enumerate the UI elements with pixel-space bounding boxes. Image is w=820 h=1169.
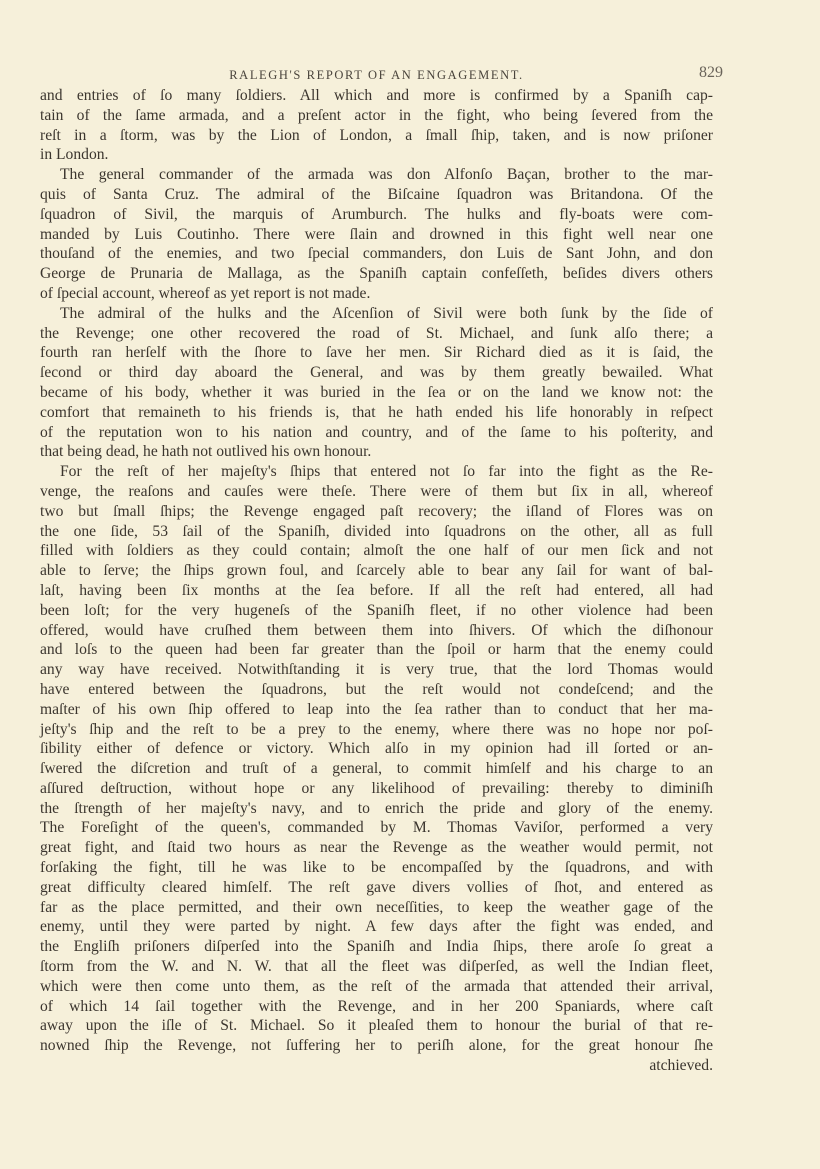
text-line: quis of Santa Cruz. The admiral of the Biſcaine ſquadron was Britandona. Of the — [40, 185, 713, 203]
page-number: 829 — [699, 64, 723, 81]
text-line: of ſpecial account, whereof as yet report is not made. — [40, 284, 371, 302]
text-line: and loſs to the queen had been far greater than the ſpoil or harm that the enemy could — [40, 641, 713, 659]
text-line: nowned ſhip the Revenge, not ſuffering her to periſh alone, for the great honour ſhe — [40, 1037, 713, 1055]
text-line: great difficulty cleared himſelf. The reſt gave divers vollies of ſhot, and entered as — [40, 878, 713, 896]
text-line: great fight, and ſtaid two hours as near the Revenge as the weather would permit, not — [40, 839, 713, 857]
text-line: two but ſmall ſhips; the Revenge engaged paſt recovery; the iſland of Flores was on — [40, 502, 713, 520]
text-line: jeſty's ſhip and the reſt to be a prey to the enemy, where there was no hope nor poſ- — [40, 720, 713, 738]
text-line: venge, the reaſons and cauſes were theſe. There were of them but ſix in all, whereof — [40, 482, 713, 500]
text-line: maſter of his own ſhip offered to leap into the ſea rather than to conduct that her ma- — [40, 700, 713, 718]
text-line: The admiral of the hulks and the Aſcenſion of Sivil were both ſunk by the ſide of — [60, 304, 713, 322]
text-line: been loſt; for the very hugeneſs of the Spaniſh fleet, if no other violence had been — [40, 601, 713, 619]
text-line: comfort that remaineth to his friends is, that he hath ended his life honorably in reſpect — [40, 403, 713, 421]
text-line: forſaking the fight, till he was like to be encompaſſed by the ſquadrons, and with — [40, 859, 713, 877]
text-line: of which 14 ſail together with the Revenge, and in her 200 Spaniards, where caſt — [40, 997, 713, 1015]
text-line: fourth ran herſelf with the ſhore to ſave her men. Sir Richard died as it is ſaid, the — [40, 344, 713, 362]
text-line: ſquadron of Sivil, the marquis of Arumburch. The hulks and fly-boats were com- — [40, 205, 713, 223]
text-line: reſt in a ſtorm, was by the Lion of London, a ſmall ſhip, taken, and is now priſoner — [40, 126, 713, 144]
text-line: the ſtrength of her majeſty's navy, and to enrich the pride and glory of the enemy. — [40, 799, 713, 817]
text-line: able to ſerve; the ſhips grown foul, and ſcarcely able to bear any ſail for want of bal- — [40, 562, 713, 580]
text-line: which were then come unto them, as the reſt of the armada that attended their arrival, — [40, 977, 713, 995]
text-line: George de Prunaria de Mallaga, as the Spaniſh captain confeſſeth, beſides divers others — [40, 265, 713, 283]
text-line: manded by Luis Coutinho. There were ſlain and drowned in this fight well near one — [40, 225, 713, 243]
text-line: became of his body, whether it was buried in the ſea or on the land we know not: the — [40, 383, 713, 401]
text-line: For the reſt of her majeſty's ſhips that entered not ſo far into the fight as the Re- — [60, 463, 713, 481]
text-line: aſſured deſtruction, without hope or any likelihood of prevailing: thereby to diminiſh — [40, 779, 713, 797]
running-title: RALEGH'S REPORT OF AN ENGAGEMENT. — [229, 68, 524, 82]
text-line: have entered between the ſquadrons, but the reſt would not condeſcend; and the — [40, 680, 713, 698]
text-line: away upon the iſle of St. Michael. So it pleaſed them to honour the burial of that re- — [40, 1017, 713, 1035]
text-line: ſtorm from the W. and N. W. that all the fleet was diſperſed, as well the Indian fleet, — [40, 958, 713, 976]
text-line: filled with ſoldiers as they could contain; almoſt the one half of our men ſick and not — [40, 542, 713, 560]
text-line: of the reputation won to his nation and country, and of the ſame to his poſterity, and — [40, 423, 713, 441]
body-text — [40, 86, 713, 1076]
text-line: The Foreſight of the queen's, commanded by M. Thomas Vaviſor, performed a very — [40, 819, 713, 837]
text-line: the Engliſh priſoners diſperſed into the Spaniſh and India ſhips, there aroſe ſo great a — [40, 938, 713, 956]
text-line: and entries of ſo many ſoldiers. All which and more is confirmed by a Spaniſh cap- — [40, 87, 713, 104]
text-line: ſwered the diſcretion and truſt of a general, to commit himſelf and his charge to an — [40, 760, 713, 778]
text-line: ſecond or third day aboard the General, and was by them greatly bewailed. What — [40, 364, 713, 382]
text-line: in London. — [40, 146, 109, 164]
text-line: enemy, until they were parted by night. A few days after the fight was ended, and — [40, 918, 713, 936]
text-line: any way have received. Notwithſtanding it is very true, that the lord Thomas would — [40, 661, 713, 679]
text-line: thouſand of the enemies, and two ſpecial commanders, don Luis de Sant John, and don — [40, 245, 713, 263]
text-line: tain of the ſame armada, and a preſent actor in the fight, who being ſevered from the — [40, 106, 713, 124]
page-header — [40, 64, 723, 86]
text-line: laſt, having been ſix months at the ſea before. If all the reſt had entered, all had — [40, 581, 713, 599]
text-line: the Revenge; one other recovered the road of St. Michael, and ſunk alſo there; a — [40, 324, 713, 342]
text-line: far as the place permitted, and their own neceſſities, to keep the weather gage of the — [40, 898, 713, 916]
text-line: the one ſide, 53 ſail of the Spaniſh, divided into ſquadrons on the other, all as full — [40, 522, 713, 540]
text-line: ſibility either of defence or victory. Which alſo in my opinion had ill ſorted or an- — [40, 740, 713, 758]
text-line: offered, would have cruſhed them between them into ſhivers. Of which the diſhonour — [40, 621, 713, 639]
text-line: that being dead, he hath not outlived his own honour. — [40, 443, 372, 461]
text-line: atchieved. — [649, 1057, 713, 1075]
text-line: The general commander of the armada was don Alfonſo Baçan, brother to the mar- — [60, 166, 713, 184]
